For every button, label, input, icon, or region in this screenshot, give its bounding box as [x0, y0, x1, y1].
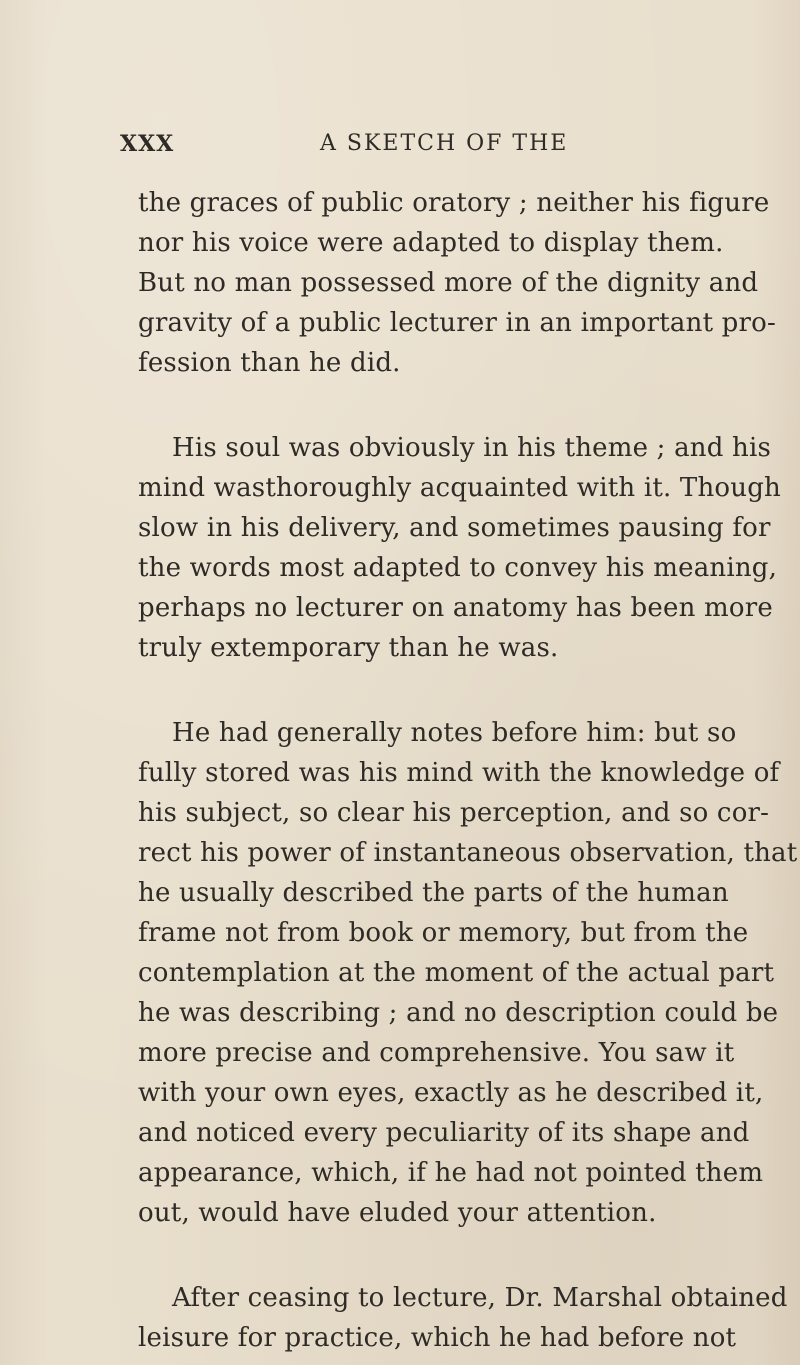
text-line: perhaps no lecturer on anatomy has been more	[138, 593, 773, 623]
text-line: frame not from book or memory, but from the	[138, 918, 749, 948]
text-line: he usually described the parts of the human	[138, 878, 729, 908]
text-line: leisure for practice, which he had before not	[138, 1323, 737, 1353]
text-line: with your own eyes, exactly as he described it,	[138, 1078, 764, 1108]
text-line: the words most adapted to convey his meaning,	[138, 553, 778, 583]
text-line: fession than he did.	[138, 348, 401, 378]
text-line: After ceasing to lecture, Dr. Marshal obtained	[172, 1283, 788, 1313]
text-line: and noticed every peculiarity of its shape and	[138, 1118, 750, 1148]
text-line: the graces of public oratory ; neither his figure	[138, 188, 770, 218]
text-line: But no man possessed more of the dignity and	[138, 268, 759, 298]
text-line: he was describing ; and no description could be	[138, 998, 779, 1028]
text-line: gravity of a public lecturer in an important pro-	[138, 308, 776, 338]
text-line: truly extemporary than he was.	[138, 633, 559, 663]
text-line: rect his power of instantaneous observation, that	[138, 838, 798, 868]
text-line: his subject, so clear his perception, and so cor-	[138, 798, 770, 828]
running-head	[120, 131, 600, 161]
text-line: slow in his delivery, and sometimes pausing for	[138, 513, 771, 543]
text-line: contemplation at the moment of the actual part	[138, 958, 775, 988]
text-line: out, would have eluded your attention.	[138, 1198, 657, 1228]
text-line: fully stored was his mind with the knowledge of	[138, 758, 780, 788]
text-line: more precise and comprehensive. You saw it	[138, 1038, 735, 1068]
text-line: His soul was obviously in his theme ; and his	[172, 433, 772, 463]
page-number: XXX	[120, 131, 175, 157]
text-line: appearance, which, if he had not pointed them	[138, 1158, 764, 1188]
text-line: mind wasthoroughly acquainted with it. Though	[138, 473, 782, 503]
text-line: He had generally notes before him: but so	[172, 718, 737, 748]
running-head-title: A SKETCH OF THE	[320, 131, 569, 156]
text-line: nor his voice were adapted to display them.	[138, 228, 724, 258]
